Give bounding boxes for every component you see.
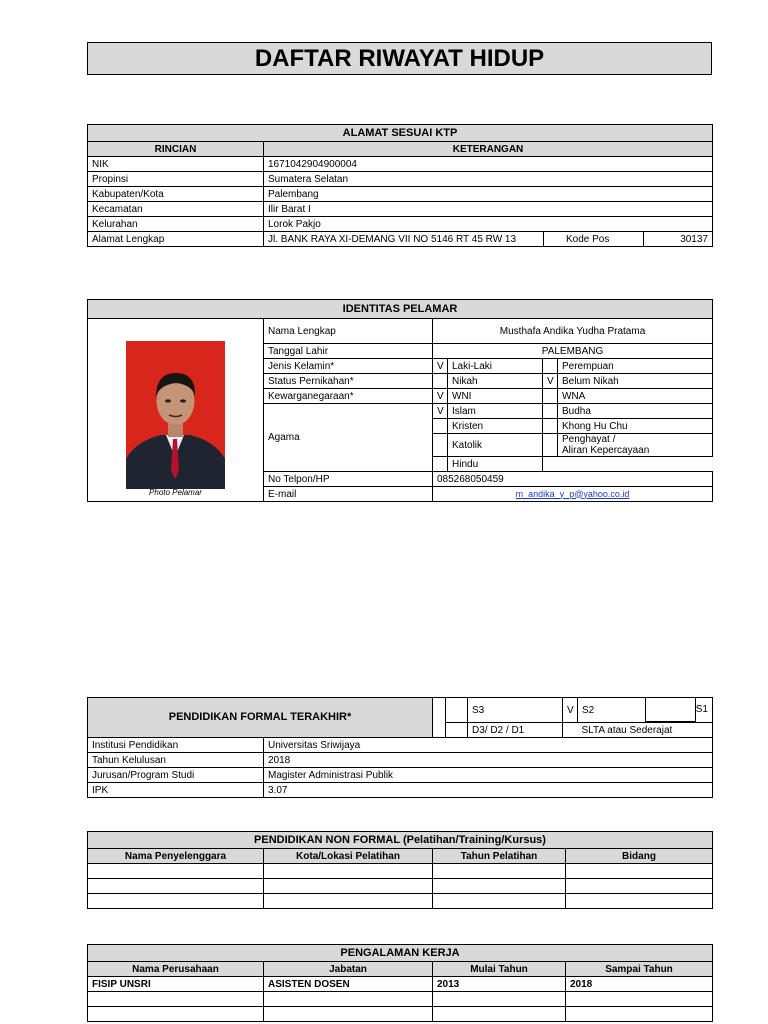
formal-table: [87, 697, 713, 798]
ktp-table: [87, 124, 713, 247]
ag-check-7: [433, 457, 448, 472]
jk-option-2: Perempuan: [558, 359, 713, 374]
row-value: Ilir Barat I: [264, 202, 713, 217]
kw-label: Kewarganegaraan*: [264, 389, 433, 404]
kerja-title: PENGALAMAN KERJA: [88, 945, 713, 962]
table-row: [88, 753, 713, 768]
row-label: Propinsi: [88, 172, 264, 187]
ag-empty: [543, 457, 713, 472]
ag-option-7: Hindu: [448, 457, 543, 472]
kode-pos-value: 30137: [644, 232, 713, 247]
s1-group: [646, 698, 713, 723]
nama-value: Musthafa Andika Yudha Pratama: [433, 319, 713, 344]
ag-option-6: Penghayat / Aliran Kepercayaan: [558, 434, 713, 457]
slta-label: SLTA atau Sederajat: [578, 723, 713, 738]
row-label: Kabupaten/Kota: [88, 187, 264, 202]
agama-label: Agama: [264, 404, 433, 472]
ag-check-5: [433, 434, 448, 457]
ag-option-5: Katolik: [448, 434, 543, 457]
sp-option-1: Nikah: [448, 374, 543, 389]
row-label: NIK: [88, 157, 264, 172]
table-row: [88, 172, 713, 187]
applicant-photo: [126, 341, 225, 489]
s3-check: [446, 698, 468, 723]
ag-check-1: V: [433, 404, 448, 419]
table-row: [88, 187, 713, 202]
row-value: 1671042904900004: [264, 157, 713, 172]
sp-label: Status Pernikahan*: [264, 374, 433, 389]
col-header: Nama Penyelenggara: [88, 849, 264, 864]
jk-check-1: V: [433, 359, 448, 374]
row-label: Alamat Lengkap: [88, 232, 264, 247]
s3-label: S3: [468, 698, 563, 723]
identitas-title: IDENTITAS PELAMAR: [88, 300, 713, 319]
jk-option-1: Laki-Laki: [448, 359, 543, 374]
nama-label: Nama Lengkap: [264, 319, 433, 344]
col-header: Mulai Tahun: [433, 962, 566, 977]
row-value: Lorok Pakjo: [264, 217, 713, 232]
email-label: E-mail: [264, 487, 433, 502]
table-row: [88, 977, 713, 992]
s1-check: [646, 698, 696, 722]
s2-label: S2: [578, 698, 646, 723]
table-row: [88, 992, 713, 1007]
ag-option-4: Khong Hu Chu: [558, 419, 713, 434]
kw-option-1: WNI: [448, 389, 543, 404]
ag-check-2: [543, 404, 558, 419]
row-label: Jurusan/Program Studi: [88, 768, 264, 783]
row-value: Magister Administrasi Publik: [264, 768, 713, 783]
table-row: [88, 783, 713, 798]
col-header: Jabatan: [264, 962, 433, 977]
row-label: Tahun Kelulusan: [88, 753, 264, 768]
table-row: [88, 864, 713, 879]
nonformal-table: [87, 831, 713, 909]
ag-check-4: [543, 419, 558, 434]
ag-option-3: Kristen: [448, 419, 543, 434]
ag-check-6: [543, 434, 558, 457]
table-row: [88, 232, 713, 247]
row-value: Universitas Sriwijaya: [264, 738, 713, 753]
sp-option-2: Belum Nikah: [558, 374, 713, 389]
ag-option-1: Islam: [448, 404, 543, 419]
table-row: [88, 894, 713, 909]
formal-section: [87, 697, 712, 798]
kode-pos-label: Kode Pos: [544, 232, 644, 247]
page-title: DAFTAR RIWAYAT HIDUP: [87, 42, 712, 75]
s1-label: S1: [695, 704, 708, 715]
table-row: [88, 157, 713, 172]
col-header: Kota/Lokasi Pelatihan: [264, 849, 433, 864]
photo-caption: Photo Pelamar: [149, 488, 202, 497]
jk-label: Jenis Kelamin*: [264, 359, 433, 374]
telp-value: 085268050459: [433, 472, 713, 487]
identitas-section: [87, 299, 712, 502]
col-header: Nama Perusahaan: [88, 962, 264, 977]
tgl-label: Tanggal Lahir: [264, 344, 433, 359]
sp-check-2: V: [543, 374, 558, 389]
d3-label: D3/ D2 / D1: [468, 723, 563, 738]
sp-check-1: [433, 374, 448, 389]
row-label: Kecamatan: [88, 202, 264, 217]
table-row: [88, 879, 713, 894]
formal-spacer: [433, 698, 446, 738]
ktp-title: ALAMAT SESUAI KTP: [88, 125, 713, 142]
col-header: Sampai Tahun: [566, 962, 713, 977]
row-value: Sumatera Selatan: [264, 172, 713, 187]
s2-check: V: [563, 698, 578, 723]
table-row: [88, 738, 713, 753]
jk-check-2: [543, 359, 558, 374]
row-label: Kelurahan: [88, 217, 264, 232]
mulai-cell: 2013: [433, 977, 566, 992]
table-row: [88, 1007, 713, 1022]
nonformal-title: PENDIDIKAN NON FORMAL (Pelatihan/Training/Kursus): [88, 832, 713, 849]
kw-option-2: WNA: [558, 389, 713, 404]
row-value: Palembang: [264, 187, 713, 202]
jabatan-cell: ASISTEN DOSEN: [264, 977, 433, 992]
row-value: Jl. BANK RAYA XI-DEMANG VII NO 5146 RT 45 RW 13: [264, 232, 544, 247]
col-keterangan: KETERANGAN: [264, 142, 713, 157]
ktp-section: [87, 124, 712, 247]
email-cell: [433, 487, 713, 502]
formal-title: PENDIDIKAN FORMAL TERAKHIR*: [88, 698, 433, 738]
table-row: [88, 217, 713, 232]
perusahaan-cell: FISIP UNSRI: [88, 977, 264, 992]
ag-option-2: Budha: [558, 404, 713, 419]
row-label: Institusi Pendidikan: [88, 738, 264, 753]
kw-check-2: [543, 389, 558, 404]
sampai-cell: 2018: [566, 977, 713, 992]
ag-check-3: [433, 419, 448, 434]
slta-check: [563, 723, 578, 738]
d3-check: [446, 723, 468, 738]
col-header: Tahun Pelatihan: [433, 849, 566, 864]
row-value: 2018: [264, 753, 713, 768]
row-value: 3.07: [264, 783, 713, 798]
col-header: Bidang: [566, 849, 713, 864]
col-rincian: RINCIAN: [88, 142, 264, 157]
photo-cell: [88, 319, 264, 502]
table-row: [88, 202, 713, 217]
kw-check-1: V: [433, 389, 448, 404]
kerja-section: [87, 944, 712, 1022]
tgl-value: PALEMBANG: [433, 344, 713, 359]
table-row: [88, 768, 713, 783]
identitas-table: [87, 299, 713, 502]
nonformal-section: [87, 831, 712, 909]
row-label: IPK: [88, 783, 264, 798]
telp-label: No Telpon/HP: [264, 472, 433, 487]
email-link[interactable]: m_andika_y_p@yahoo.co.id: [515, 488, 630, 499]
kerja-table: [87, 944, 713, 1022]
